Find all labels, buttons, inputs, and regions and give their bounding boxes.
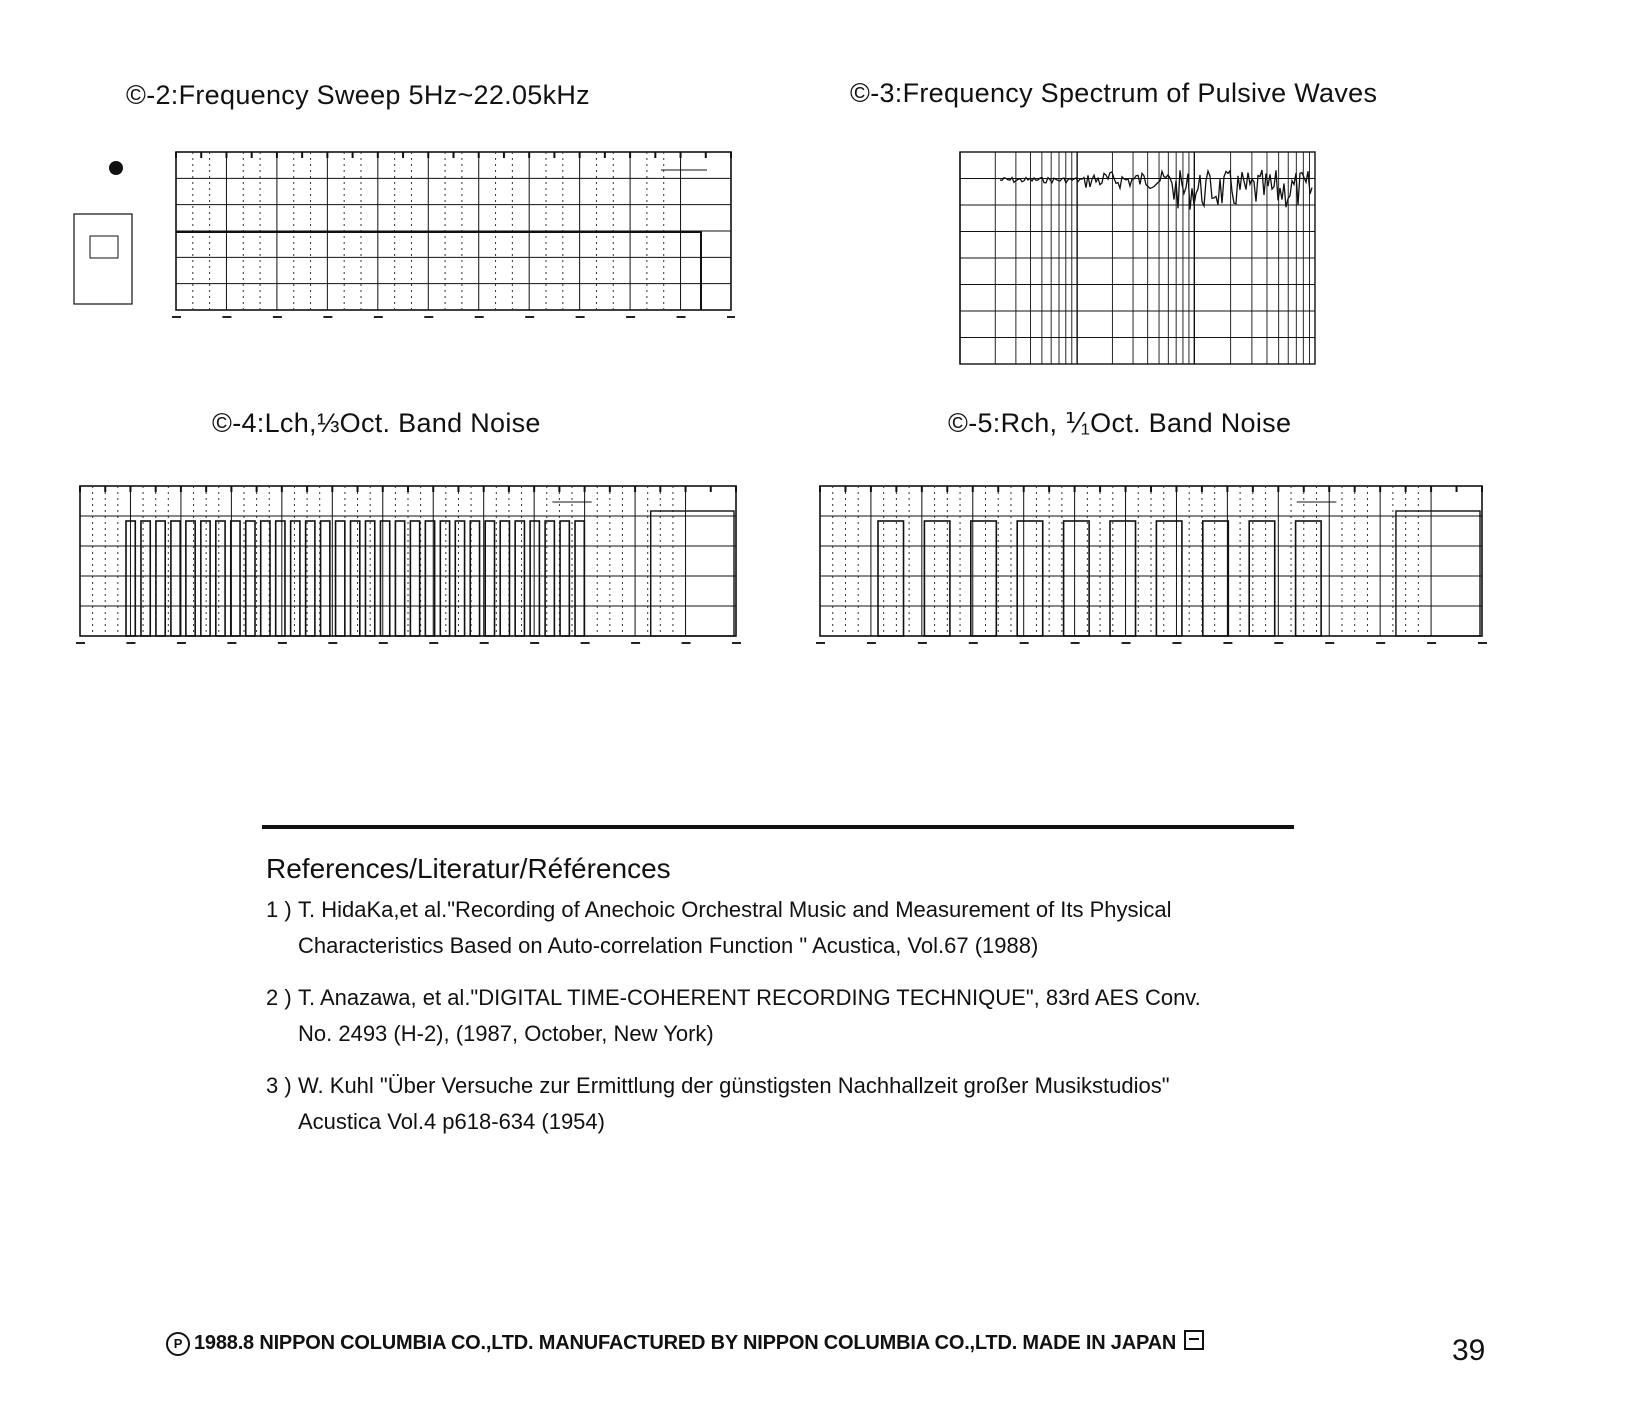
band-bar bbox=[380, 521, 389, 636]
phonogram-icon: P bbox=[166, 1332, 190, 1356]
reference-text: W. Kuhl "Über Versuche zur Ermittlung der günstigsten Nachhallzeit großer Musikstudios" bbox=[298, 1073, 1170, 1098]
band-bar bbox=[455, 521, 464, 636]
band-bar bbox=[924, 521, 950, 636]
tick-label-mark bbox=[1223, 642, 1232, 644]
linear-reference bbox=[1396, 511, 1480, 636]
references-heading: References/Literatur/Références bbox=[266, 853, 671, 884]
level-marker bbox=[109, 161, 123, 175]
tick-label-mark bbox=[323, 316, 332, 318]
band-bar bbox=[530, 521, 539, 636]
band-bar bbox=[216, 521, 225, 636]
tick-label-mark bbox=[816, 642, 825, 644]
tick-label-mark bbox=[379, 642, 388, 644]
tick-label-mark bbox=[581, 642, 590, 644]
band-bar bbox=[276, 521, 285, 636]
sweep-trace bbox=[176, 232, 701, 310]
band-bar bbox=[261, 521, 270, 636]
band-bar bbox=[1110, 521, 1136, 636]
figure-title-c2: ©-2:Frequency Sweep 5Hz~22.05kHz bbox=[126, 80, 590, 110]
tick-label-mark bbox=[1122, 642, 1131, 644]
tick-label-mark bbox=[126, 642, 135, 644]
band-bar bbox=[231, 521, 240, 636]
section-divider bbox=[262, 825, 1294, 829]
spectrum-chart bbox=[950, 148, 1330, 380]
band-bar bbox=[321, 521, 330, 636]
band-bar bbox=[351, 521, 360, 636]
band-bar bbox=[971, 521, 997, 636]
tick-label-mark bbox=[480, 642, 489, 644]
tick-label-mark bbox=[626, 316, 635, 318]
band-noise-chart-left bbox=[72, 482, 742, 652]
tick-label-mark bbox=[727, 316, 735, 318]
band-bar bbox=[500, 521, 509, 636]
band-bar bbox=[485, 521, 494, 636]
tick-label-mark bbox=[429, 642, 438, 644]
band-bar bbox=[201, 521, 210, 636]
tick-label-mark bbox=[867, 642, 876, 644]
reference-number: 1 ) bbox=[266, 897, 292, 922]
band-bar bbox=[1064, 521, 1090, 636]
tick-label-mark bbox=[1172, 642, 1181, 644]
reference-item bbox=[266, 1068, 1170, 1140]
reference-item bbox=[266, 892, 1172, 964]
reference-number: 3 ) bbox=[266, 1073, 292, 1098]
footer-text: 1988.8 NIPPON COLUMBIA CO.,LTD. MANUFACTURED BY NIPPON COLUMBIA CO.,LTD. MADE IN JAPAN bbox=[194, 1332, 1177, 1354]
tick-label-mark bbox=[172, 316, 181, 318]
reference-text: T. HidaKa,et al."Recording of Anechoic Orchestral Music and Measurement of Its Physical bbox=[298, 897, 1172, 922]
tick-label-mark bbox=[177, 642, 186, 644]
tick-label-mark bbox=[222, 316, 231, 318]
band-bar bbox=[1017, 521, 1043, 636]
tick-label-mark bbox=[76, 642, 85, 644]
tick-label-mark bbox=[732, 642, 741, 644]
reference-number: 2 ) bbox=[266, 985, 292, 1010]
band-bar bbox=[878, 521, 904, 636]
tick-label-mark bbox=[1376, 642, 1385, 644]
band-bar bbox=[171, 521, 180, 636]
reference-item bbox=[266, 980, 1201, 1052]
tick-label-mark bbox=[1427, 642, 1436, 644]
band-bar bbox=[440, 521, 449, 636]
band-bar bbox=[1203, 521, 1229, 636]
tick-label-mark bbox=[530, 642, 539, 644]
band-bar bbox=[336, 521, 345, 636]
tick-label-mark bbox=[918, 642, 927, 644]
tick-label-mark bbox=[1478, 642, 1487, 644]
tick-label-mark bbox=[525, 316, 534, 318]
band-bar bbox=[560, 521, 569, 636]
tick-label-mark bbox=[1020, 642, 1029, 644]
tick-label-mark bbox=[374, 316, 383, 318]
tick-label-mark bbox=[475, 316, 484, 318]
band-bar bbox=[1296, 521, 1322, 636]
reference-text-cont: Acustica Vol.4 p618-634 (1954) bbox=[298, 1109, 605, 1134]
band-bar bbox=[291, 521, 300, 636]
tick-label-mark bbox=[273, 316, 282, 318]
band-bar bbox=[515, 521, 524, 636]
tick-label-mark bbox=[1071, 642, 1080, 644]
reference-text-cont: No. 2493 (H-2), (1987, October, New York) bbox=[298, 1021, 714, 1046]
band-bar bbox=[246, 521, 255, 636]
copyright-footer bbox=[166, 1330, 1204, 1356]
tick-label-mark bbox=[1325, 642, 1334, 644]
band-bar bbox=[470, 521, 479, 636]
figure-title-c4: ©-4:Lch,⅓Oct. Band Noise bbox=[212, 408, 541, 438]
spectrum-trace bbox=[1000, 170, 1312, 210]
band-bar bbox=[1156, 521, 1182, 636]
tick-label-mark bbox=[969, 642, 978, 644]
tick-label-mark bbox=[631, 642, 640, 644]
linear-reference bbox=[651, 511, 734, 636]
figure-title-c3: ©-3:Frequency Spectrum of Pulsive Waves bbox=[850, 78, 1378, 108]
tick-label-mark bbox=[682, 642, 691, 644]
band-bar bbox=[575, 521, 584, 636]
tick-label-mark bbox=[424, 316, 433, 318]
tick-label-mark bbox=[1274, 642, 1283, 644]
tick-label-mark bbox=[227, 642, 236, 644]
band-noise-chart-right bbox=[812, 482, 1488, 652]
band-bar bbox=[156, 521, 165, 636]
figure-title-c5: ©-5:Rch, ⅟₁Oct. Band Noise bbox=[948, 408, 1292, 438]
stamp-icon bbox=[1184, 1330, 1204, 1350]
legend-box bbox=[74, 214, 132, 304]
band-bar bbox=[410, 521, 419, 636]
sweep-chart bbox=[70, 146, 735, 321]
tick-label-mark bbox=[576, 316, 585, 318]
tick-label-mark bbox=[278, 642, 287, 644]
band-bar bbox=[395, 521, 404, 636]
tick-label-mark bbox=[677, 316, 686, 318]
legend-inner-box bbox=[90, 236, 118, 258]
band-bar bbox=[141, 521, 150, 636]
reference-text-cont: Characteristics Based on Auto-correlation Function " Acustica, Vol.67 (1988) bbox=[298, 933, 1039, 958]
tick-label-mark bbox=[328, 642, 337, 644]
reference-text: T. Anazawa, et al."DIGITAL TIME-COHERENT RECORDING TECHNIQUE", 83rd AES Conv. bbox=[298, 985, 1201, 1010]
page-number: 39 bbox=[1452, 1334, 1486, 1367]
